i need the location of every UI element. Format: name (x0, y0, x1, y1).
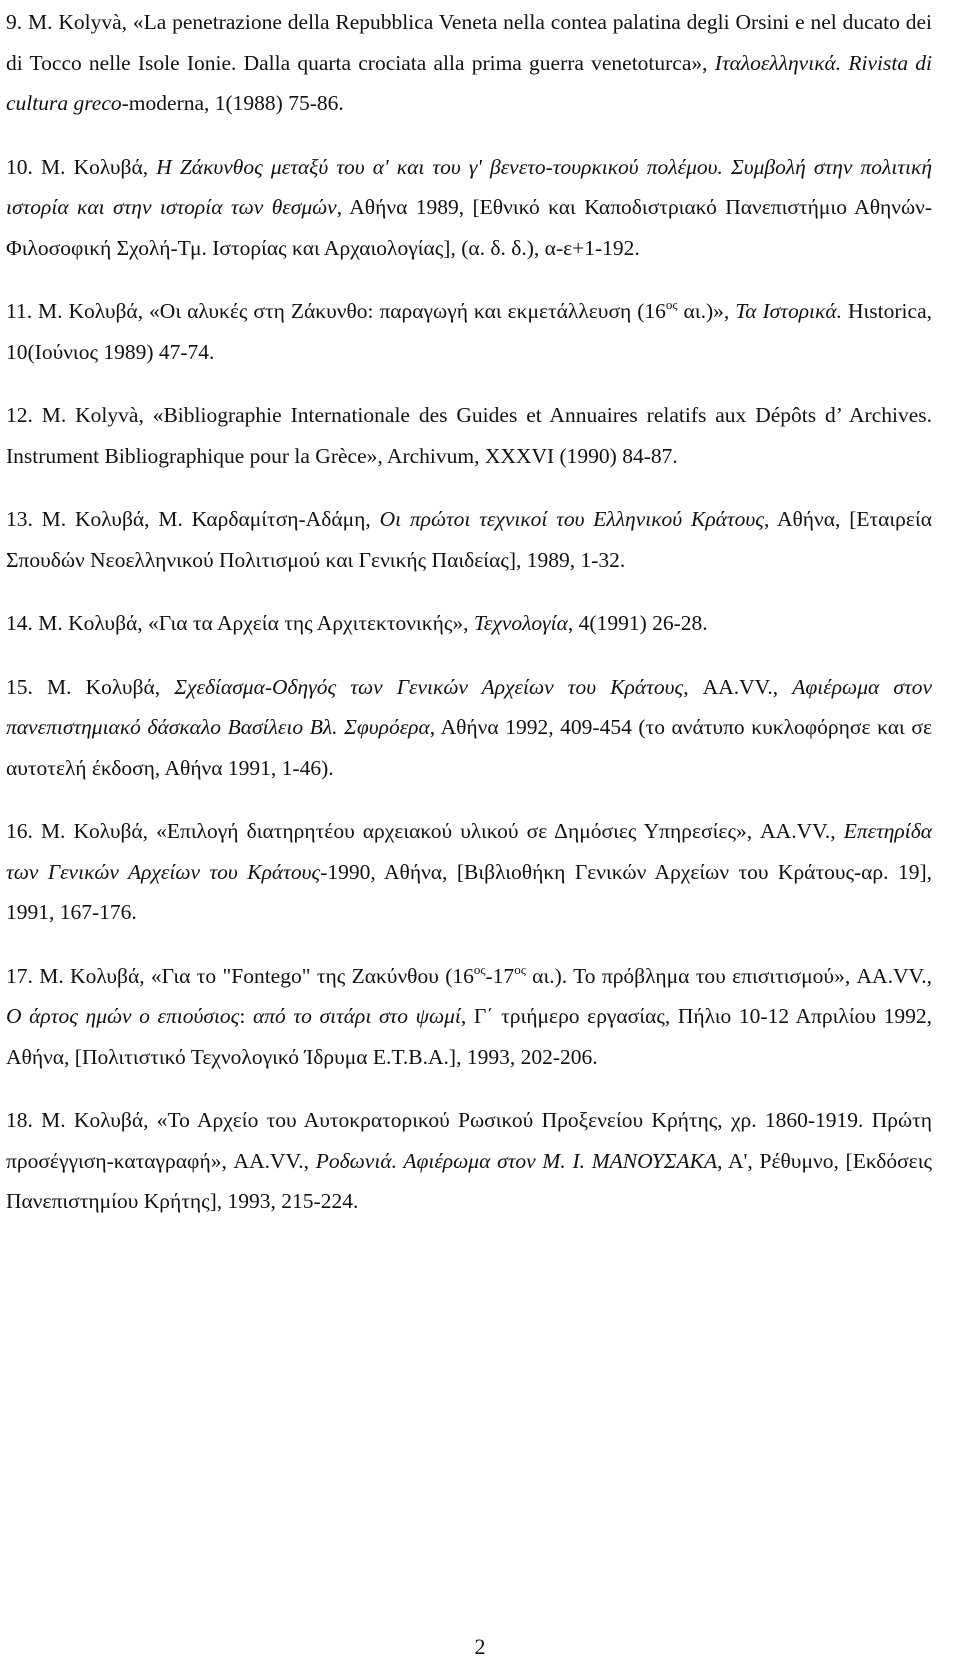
text-segment: 10. Μ. Κολυβά, (6, 154, 157, 179)
text-segment: , Γ΄ τριήμερο εργασίας, Πήλιο 10-12 Απριλίου 1992, Αθήνα, [Πολιτιστικό Τεχνολογικό Ίδρυμα Ε.Τ.Β.Α.], 1993, 202-206. (6, 1004, 932, 1069)
bibliography-entry-15 (6, 667, 932, 789)
text-segment: 9. M. Kolyvà, «La penetrazione della Repubblica Veneta nella contea palatina degli Orsini e nel ducato dei di Tocco nelle Isole Ionie. Dalla quarta crociata alla prima guerra venetoturca», (6, 10, 932, 75)
text-segment: -17 (485, 963, 515, 988)
text-segment: , Αθήνα 1992, 409-454 (το ανάτυπο κυκλοφόρησε και σε αυτοτελή έκδοση, Αθήνα 1991, 1-46). (6, 715, 932, 780)
superscript-text: ος (473, 961, 486, 977)
italic-text: Αφιέρωμα στον πανεπιστημιακό δάσκαλο Βασίλειο Βλ. Σφυρόερα (6, 674, 933, 739)
italic-text: από το σιτάρι στο ψωμί (253, 1004, 461, 1028)
italic-text: Ο άρτος ημών ο επιούσιος (6, 1004, 240, 1028)
text-segment: 14. Μ. Κολυβά, «Για τα Αρχεία της Αρχιτεκτονικής», (6, 611, 474, 635)
text-segment: -1990, Αθήνα, [Βιβλιοθήκη Γενικών Αρχείων του Κράτους-αρ. 19], 1991, 167-176. (6, 859, 932, 924)
text-segment: -moderna, 1(1988) 75-86. (121, 91, 344, 115)
text-segment: , Αθήνα, [Εταιρεία Σπουδών Νεοελληνικού Πολιτισμού και Γενικής Παιδείας], 1989, 1-32. (6, 507, 932, 572)
bibliography-list (6, 2, 932, 1222)
bibliography-entry-18 (6, 1100, 932, 1222)
text-segment: 17. Μ. Κολυβά, «Για το "Fontego" της Ζακύνθου (16 (6, 963, 474, 988)
italic-text: Επετηρίδα των Γενικών Αρχείων του Κράτους (6, 819, 932, 884)
italic-text: Σχεδίασμα-Οδηγός των Γενικών Αρχείων του Κράτους (174, 674, 684, 699)
text-segment: 16. Μ. Κολυβά, «Επιλογή διατηρητέου αρχειακού υλικού σε Δημόσιες Υπηρεσίες», AA.VV., (6, 819, 844, 843)
superscript-text: ος (514, 961, 526, 977)
text-segment: Hιstorica, 10(Ιούνιος 1989) 47-74. (6, 299, 932, 364)
italic-text: Η Ζάκυνθος μεταξύ του α' και του γ' βενετο-τουρκικού πολέμου. Συμβολή στην πολιτική ιστορία και στην ιστορία των θεσμών (6, 154, 932, 219)
page-number: 2 (474, 1634, 486, 1659)
italic-text: Ροδωνιά. Αφιέρωμα στον Μ. Ι. ΜΑΝΟΥΣΑΚΑ (315, 1148, 718, 1173)
bibliography-entry-14 (6, 603, 932, 644)
bibliography-entry-11 (6, 291, 932, 372)
bibliography-entry-9 (6, 2, 932, 124)
text-segment: 15. Μ. Κολυβά, (6, 674, 175, 699)
text-segment: , 4(1991) 26-28. (567, 611, 708, 635)
bibliography-entry-13 (6, 499, 932, 580)
text-segment: αι.). Το πρόβλημα του επισιτισμού», AA.VV., (525, 963, 932, 988)
text-segment: 13. Μ. Κολυβά, Μ. Καρδαμίτση-Αδάμη, (6, 507, 380, 531)
superscript-text: ος (665, 297, 678, 312)
text-segment: , AA.VV., (683, 674, 793, 699)
bibliography-entry-12 (6, 395, 932, 476)
text-segment: αι.)», (677, 299, 736, 323)
text-segment: , Α', Ρέθυμνο, [Εκδόσεις Πανεπιστημίου Κρήτης], 1993, 215-224. (6, 1148, 933, 1213)
text-segment: 12. M. Kolyvà, «Bibliographie Internationale des Guides et Annuaires relatifs aux Dépôts d’ Archives. Instrument Bibliographique pour la Grèce», Archivum, XXXVI (1990) 84-87. (6, 403, 932, 468)
italic-text: Τεχνολογία (473, 611, 568, 635)
italic-text: Ιταλοελληνικά. Rivista di cultura greco (6, 50, 932, 115)
text-segment: , Αθήνα 1989, [Εθνικό και Καποδιστριακό Πανεπιστήμιο Αθηνών-Φιλοσοφική Σχολή-Τμ. Ιστορίας και Αρχαιολογίας], (α. δ. δ.), α-ε+1-192. (6, 195, 932, 260)
bibliography-entry-10 (6, 147, 932, 269)
bibliography-entry-16 (6, 811, 932, 933)
bibliography-entry-17 (6, 956, 932, 1078)
text-segment: : (239, 1004, 253, 1028)
italic-text: Οι πρώτοι τεχνικοί του Ελληνικού Κράτους (379, 507, 764, 531)
text-segment: 11. Μ. Κολυβά, «Οι αλυκές στη Ζάκυνθο: παραγωγή και εκμετάλλευση (16 (6, 299, 666, 323)
italic-text: Τα Ιστορικά. (735, 299, 843, 323)
text-segment: 18. Μ. Κολυβά, «Το Αρχείο του Αυτοκρατορικού Ρωσικού Προξενείου Κρήτης, χρ. 1860-1919. Πρώτη προσέγγιση-καταγραφή», AA.VV., (6, 1108, 932, 1173)
